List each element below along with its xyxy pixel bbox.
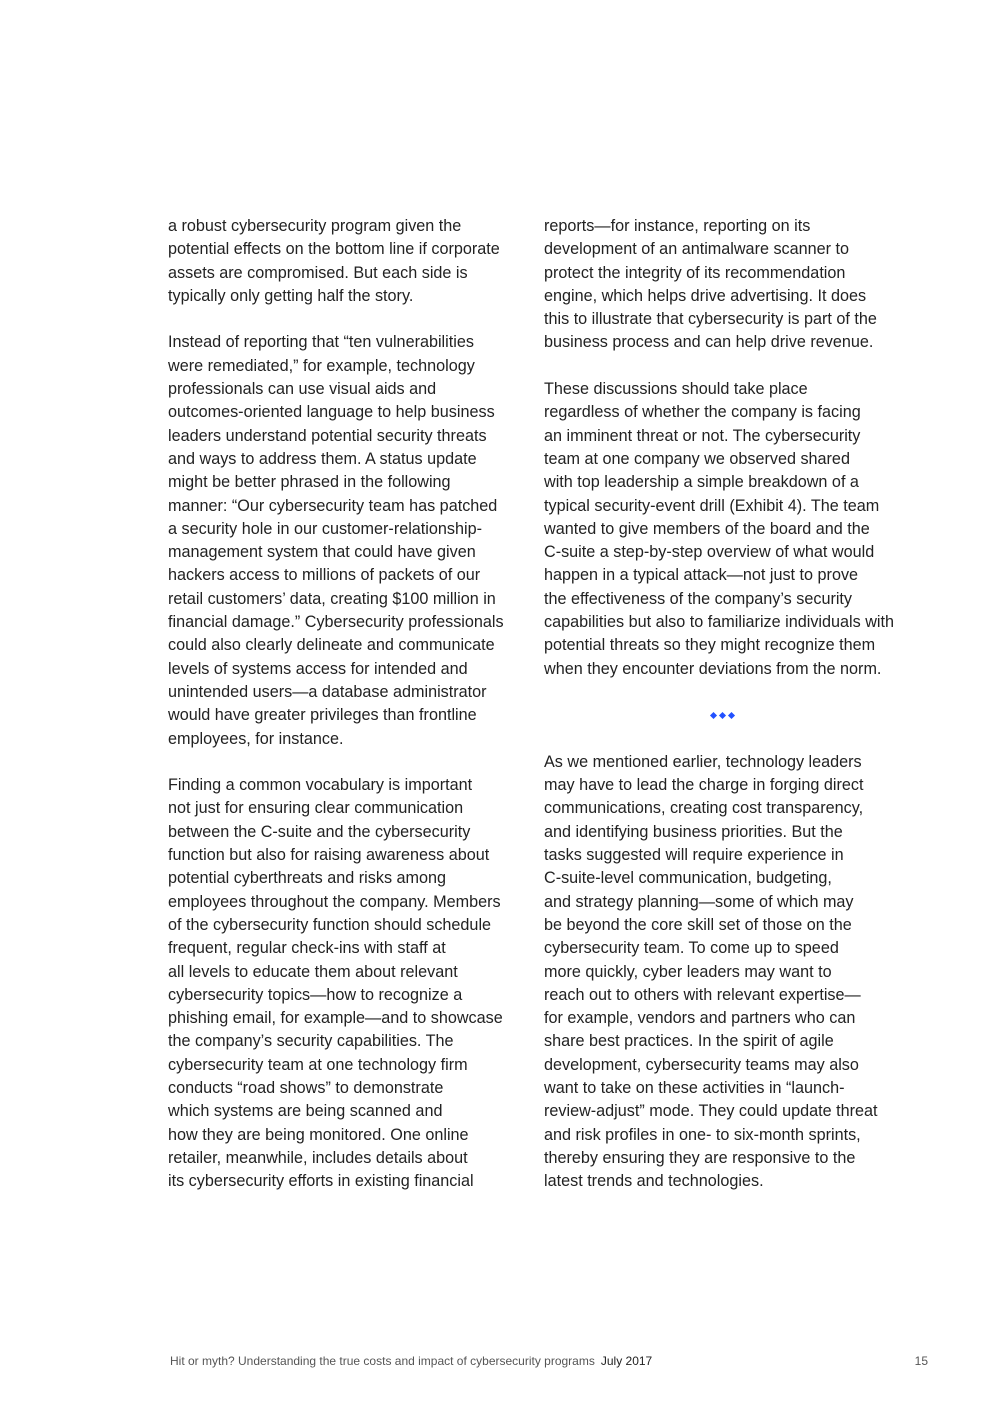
text-line: review-adjust” mode. They could update threat — [544, 1102, 878, 1121]
document-title: Hit or myth? Understanding the true costs and impact of cybersecurity programs — [170, 1354, 595, 1368]
page-footer — [170, 1352, 928, 1370]
diamond-icon — [727, 712, 734, 719]
text-line: protect the integrity of its recommendation — [544, 263, 846, 282]
text-line: function but also for raising awareness about — [168, 846, 490, 865]
text-line: conducts “road shows” to demonstrate — [168, 1078, 444, 1097]
text-line: engine, which helps drive advertising. It does — [544, 286, 867, 305]
text-line: hackers access to millions of packets of our — [168, 566, 481, 585]
text-line: Instead of reporting that “ten vulnerabilities — [168, 333, 474, 352]
text-line: share best practices. In the spirit of agile — [544, 1032, 834, 1051]
text-line: tasks suggested will require experience in — [544, 846, 844, 865]
page-number: 15 — [914, 1354, 928, 1368]
text-line: cybersecurity team at one technology firm — [168, 1055, 468, 1074]
text-line: assets are compromised. But each side is — [168, 263, 468, 282]
text-line: when they encounter deviations from the norm. — [544, 659, 882, 678]
text-line: could also clearly delineate and communicate — [168, 636, 495, 655]
text-line: employees, for instance. — [168, 729, 344, 748]
text-line: might be better phrased in the following — [168, 473, 451, 492]
text-line: financial damage.” Cybersecurity professionals — [168, 613, 504, 632]
text-line: this to illustrate that cybersecurity is part of the — [544, 310, 877, 329]
text-line: may have to lead the charge in forging direct — [544, 776, 864, 795]
text-line: As we mentioned earlier, technology leaders — [544, 752, 862, 771]
text-line: an imminent threat or not. The cybersecurity — [544, 426, 861, 445]
text-line: These discussions should take place — [544, 380, 808, 399]
diamond-icon — [709, 712, 716, 719]
text-line: which systems are being scanned and — [168, 1102, 443, 1121]
text-line: a robust cybersecurity program given the — [168, 217, 462, 235]
right-column — [544, 215, 900, 1217]
text-line: cybersecurity topics—how to recognize a — [168, 985, 463, 1004]
text-line: between the C-suite and the cybersecurity — [168, 822, 471, 841]
paragraph — [168, 774, 524, 1193]
paragraph — [168, 215, 524, 308]
text-line: phishing email, for example—and to showcase — [168, 1009, 503, 1028]
text-line: latest trends and technologies. — [544, 1172, 764, 1191]
text-line: reach out to others with relevant expertise— — [544, 985, 861, 1004]
text-line: typically only getting half the story. — [168, 286, 414, 305]
text-line: levels of systems access for intended and — [168, 659, 468, 678]
diamond-icon — [718, 712, 725, 719]
text-line: happen in a typical attack—not just to prove — [544, 566, 859, 585]
text-line: development, cybersecurity teams may also — [544, 1055, 859, 1074]
text-line: more quickly, cyber leaders may want to — [544, 962, 832, 981]
text-line: management system that could have given — [168, 543, 476, 562]
text-line: unintended users—a database administrator — [168, 682, 487, 701]
text-line: professionals can use visual aids and — [168, 380, 437, 399]
text-line: leaders understand potential security threats — [168, 426, 487, 445]
text-line: thereby ensuring they are responsive to the — [544, 1148, 856, 1167]
text-line: outcomes-oriented language to help business — [168, 403, 495, 422]
text-line: the company’s security capabilities. The — [168, 1032, 454, 1051]
text-line: potential cyberthreats and risks among — [168, 869, 447, 888]
text-line: its cybersecurity efforts in existing financial — [168, 1172, 474, 1191]
text-line: would have greater privileges than frontline — [168, 706, 477, 725]
text-line: retailer, meanwhile, includes details about — [168, 1148, 468, 1167]
text-line: and strategy planning—some of which may — [544, 892, 854, 911]
text-line: of the cybersecurity function should schedule — [168, 915, 492, 934]
text-line: manner: “Our cybersecurity team has patched — [168, 496, 498, 515]
text-line: for example, vendors and partners who can — [544, 1009, 856, 1028]
paragraph — [544, 215, 900, 355]
text-line: retail customers’ data, creating $100 million in — [168, 589, 496, 608]
text-line: all levels to educate them about relevant — [168, 962, 458, 981]
text-line: and risk profiles in one- to six-month sprints, — [544, 1125, 861, 1144]
left-column — [168, 215, 524, 1217]
text-line: be beyond the core skill set of those on the — [544, 915, 852, 934]
paragraph — [168, 331, 524, 750]
text-line: frequent, regular check-ins with staff at — [168, 939, 446, 958]
text-line: business process and can help drive revenue. — [544, 333, 874, 352]
text-line: the effectiveness of the company’s security — [544, 589, 853, 608]
text-line: wanted to give members of the board and the — [544, 519, 870, 538]
paragraph — [544, 751, 900, 1194]
text-line: Finding a common vocabulary is important — [168, 776, 473, 795]
text-line: a security hole in our customer-relationship- — [168, 519, 482, 538]
text-line: typical security-event drill (Exhibit 4). The team — [544, 496, 880, 515]
text-line: cybersecurity team. To come up to speed — [544, 939, 839, 958]
text-line: reports—for instance, reporting on its — [544, 217, 811, 235]
publication-date: July 2017 — [600, 1354, 653, 1368]
text-line: and identifying business priorities. But the — [544, 822, 843, 841]
text-line: potential effects on the bottom line if corporate — [168, 240, 500, 259]
text-line: development of an antimalware scanner to — [544, 240, 850, 259]
text-line: communications, creating cost transparency, — [544, 799, 864, 818]
text-line: employees throughout the company. Members — [168, 892, 501, 911]
text-line: C-suite a step-by-step overview of what would — [544, 543, 875, 562]
text-line: and ways to address them. A status update — [168, 449, 477, 468]
text-line: regardless of whether the company is facing — [544, 403, 861, 422]
text-line: with top leadership a simple breakdown of a — [544, 473, 859, 492]
paragraph — [544, 378, 900, 681]
text-line: C-suite-level communication, budgeting, — [544, 869, 832, 888]
text-line: not just for ensuring clear communication — [168, 799, 464, 818]
text-line: want to take on these activities in “launch- — [544, 1078, 845, 1097]
text-line: team at one company we observed shared — [544, 449, 850, 468]
text-line: were remediated,” for example, technology — [168, 356, 475, 375]
text-line: potential threats so they might recognize them — [544, 636, 876, 655]
section-divider — [544, 704, 900, 727]
text-line: capabilities but also to familiarize individuals with — [544, 613, 894, 632]
text-line: how they are being monitored. One online — [168, 1125, 469, 1144]
